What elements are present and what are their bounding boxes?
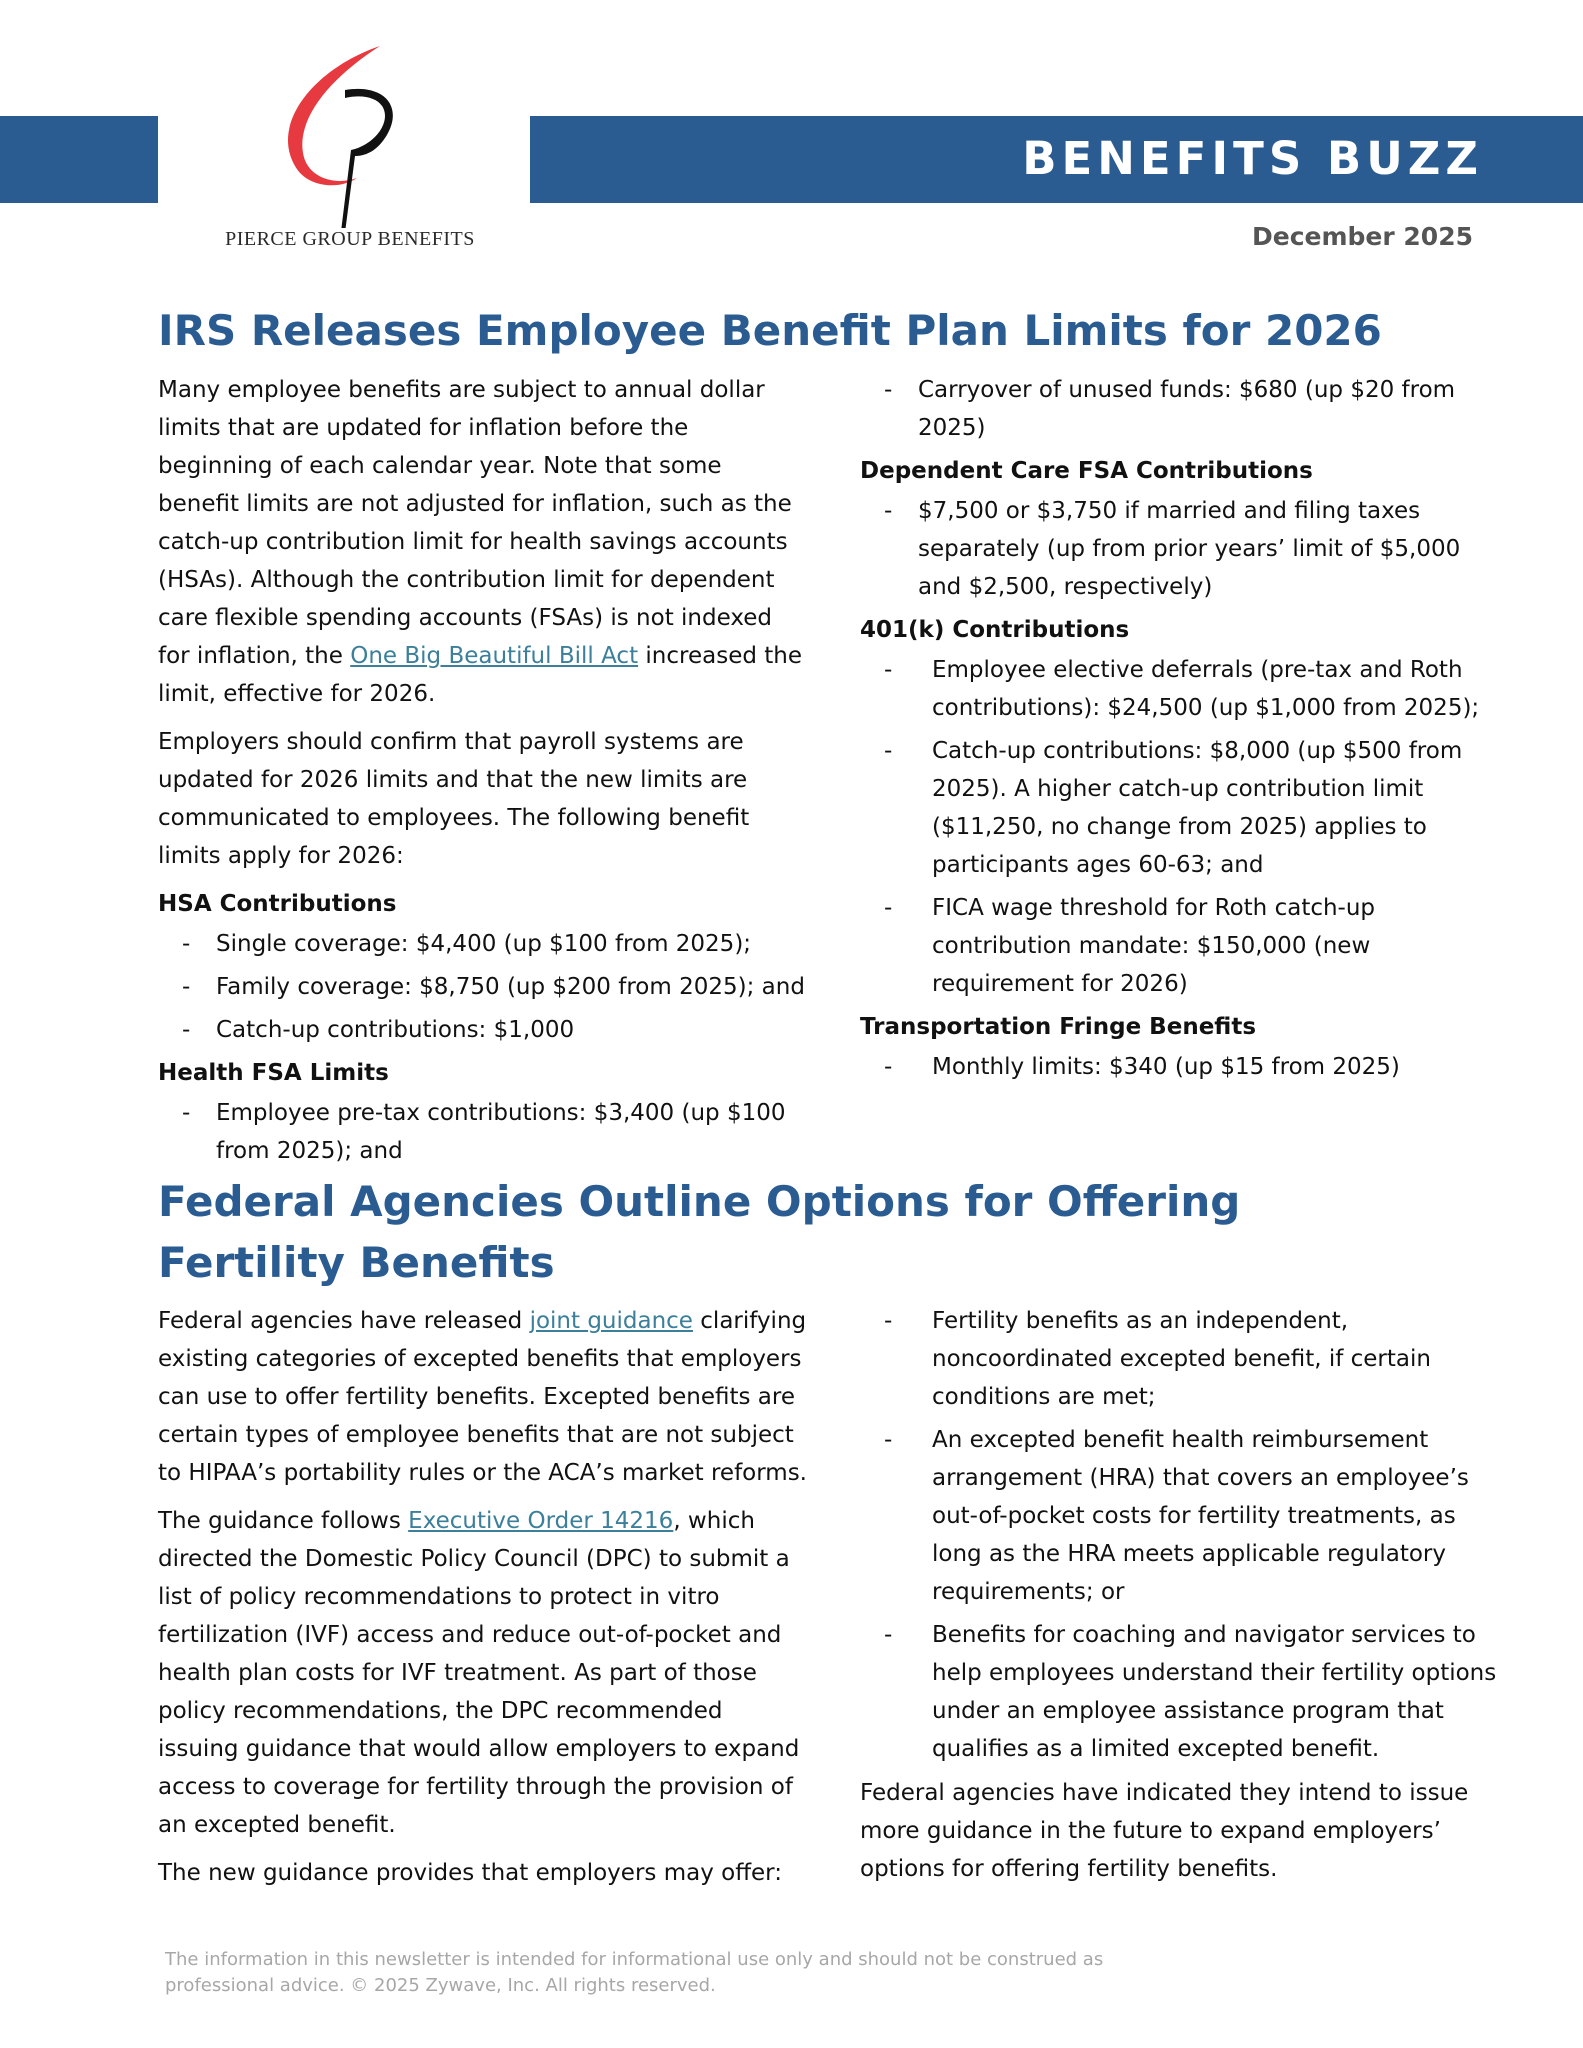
fertility-options-list — [860, 1302, 1510, 1768]
article2-para2-text-end: , which directed the Domestic Policy Council (DPC) to submit a list of policy recommendations to protect in vitro fertilization (IVF) access and reduce out-of-pocket and health plan costs for IVF treatment. As part of those policy recommendations, the DPC recommended issuing guidance that would allow employers to expand access to coverage for fertility through the provision of an excepted benefit. — [158, 1508, 800, 1838]
list-item: - Single coverage: $4,400 (up $100 from 2025); — [158, 925, 808, 963]
health-fsa-heading: Health FSA Limits — [158, 1060, 389, 1086]
list-item: - Employee elective deferrals (pre-tax and Roth contributions): $24,500 (up $1,000 from 2025); — [860, 651, 1510, 727]
hsa-heading: HSA Contributions — [158, 891, 397, 917]
hsa-list — [158, 925, 808, 1049]
article1-title: IRS Releases Employee Benefit Plan Limits for 2026 — [158, 306, 1382, 355]
transportation-heading: Transportation Fringe Benefits — [860, 1014, 1257, 1040]
article2-para1-text-end: clarifying existing categories of excepted benefits that employers can use to offer fertility benefits. Excepted benefits are certain types of employee benefits that are not subject to HIPAA’s portability rules or the ACA’s market reforms. — [158, 1308, 807, 1486]
article2-right-column — [860, 1302, 1510, 1898]
article1-right-column — [860, 371, 1510, 1091]
article2-title: Federal Agencies Outline Options for Offering Fertility Benefits — [158, 1177, 1241, 1287]
list-item: - Carryover of unused funds: $680 (up $20 from 2025) — [860, 371, 1510, 447]
article1-intro-text-end: increased the limit, effective for 2026. — [158, 643, 803, 707]
article1-left-column — [158, 371, 808, 1175]
logo-mark-icon — [245, 38, 435, 228]
article2-left-column — [158, 1302, 808, 1902]
one-big-beautiful-bill-act-link[interactable]: One Big Beautiful Bill Act — [350, 643, 639, 669]
list-item: - $7,500 or $3,750 if married and filing taxes separately (up from prior years’ limit of $5,000 and $2,500, respectively) — [860, 492, 1510, 606]
list-item: - Fertility benefits as an independent, noncoordinated excepted benefit, if certain conditions are met; — [860, 1302, 1510, 1416]
health-fsa-list-continued — [860, 371, 1510, 447]
article2-para2 — [158, 1502, 808, 1844]
list-item: - Family coverage: $8,750 (up $200 from 2025); and — [158, 968, 808, 1006]
list-item: - Catch-up contributions: $1,000 — [158, 1011, 808, 1049]
issue-date: December 2025 — [1252, 222, 1473, 251]
list-item: - FICA wage threshold for Roth catch-up contribution mandate: $150,000 (new requirement for 2026) — [860, 889, 1510, 1003]
article1-para2: Employers should confirm that payroll systems are updated for 2026 limits and that the new limits are communicated to employees. The following benefit limits apply for 2026: — [158, 729, 750, 869]
list-item: - An excepted benefit health reimbursement arrangement (HRA) that covers an employee’s out-of-pocket costs for fertility treatments, as long as the HRA meets applicable regulatory requirements; or — [860, 1421, 1510, 1611]
company-logo — [215, 38, 485, 253]
article2-para2-text: The guidance follows — [158, 1508, 409, 1534]
article2-para1-text: Federal agencies have released — [158, 1308, 530, 1334]
list-item: - Monthly limits: $340 (up $15 from 2025) — [860, 1048, 1510, 1086]
footer-disclaimer: The information in this newsletter is intended for informational use only and should not be construed as professional advice. © 2025 Zywave, Inc. All rights reserved. — [165, 1949, 1104, 1996]
newsletter-title: BENEFITS BUZZ — [1022, 132, 1483, 185]
header-band-left — [0, 116, 158, 203]
joint-guidance-link[interactable]: joint guidance — [529, 1308, 693, 1334]
list-item: - Catch-up contributions: $8,000 (up $500 from 2025). A higher catch-up contribution limit ($11,250, no change from 2025) applies to participants ages 60-63; and — [860, 732, 1510, 884]
transportation-list — [860, 1048, 1510, 1086]
k401-list — [860, 651, 1510, 1003]
article1-intro-text: Many employee benefits are subject to annual dollar limits that are updated for inflation before the beginning of each calendar year. Note that some benefit limits are not adjusted for inflation, such as the catch-up contribution limit for health savings accounts (HSAs). Although the contribution limit for dependent care flexible spending accounts (FSAs) is not indexed for inflation, the — [158, 377, 792, 669]
list-item: - Benefits for coaching and navigator services to help employees understand their fertility options under an employee assistance program that qualifies as a limited excepted benefit. — [860, 1616, 1510, 1768]
article2-para1 — [158, 1302, 808, 1492]
header-band — [530, 116, 1583, 203]
executive-order-link[interactable]: Executive Order 14216 — [408, 1508, 674, 1534]
article2-closing: Federal agencies have indicated they intend to issue more guidance in the future to expand employers’ options for offering fertility benefits. — [860, 1780, 1469, 1882]
k401-heading: 401(k) Contributions — [860, 617, 1130, 643]
article2-para3: The new guidance provides that employers may offer: — [158, 1860, 782, 1886]
dependent-care-heading: Dependent Care FSA Contributions — [860, 458, 1313, 484]
health-fsa-list — [158, 1094, 808, 1170]
list-item: - Employee pre-tax contributions: $3,400 (up $100 from 2025); and — [158, 1094, 808, 1170]
article1-intro — [158, 371, 808, 713]
dependent-care-list — [860, 492, 1510, 606]
company-name: PIERCE GROUP BENEFITS — [225, 228, 475, 250]
